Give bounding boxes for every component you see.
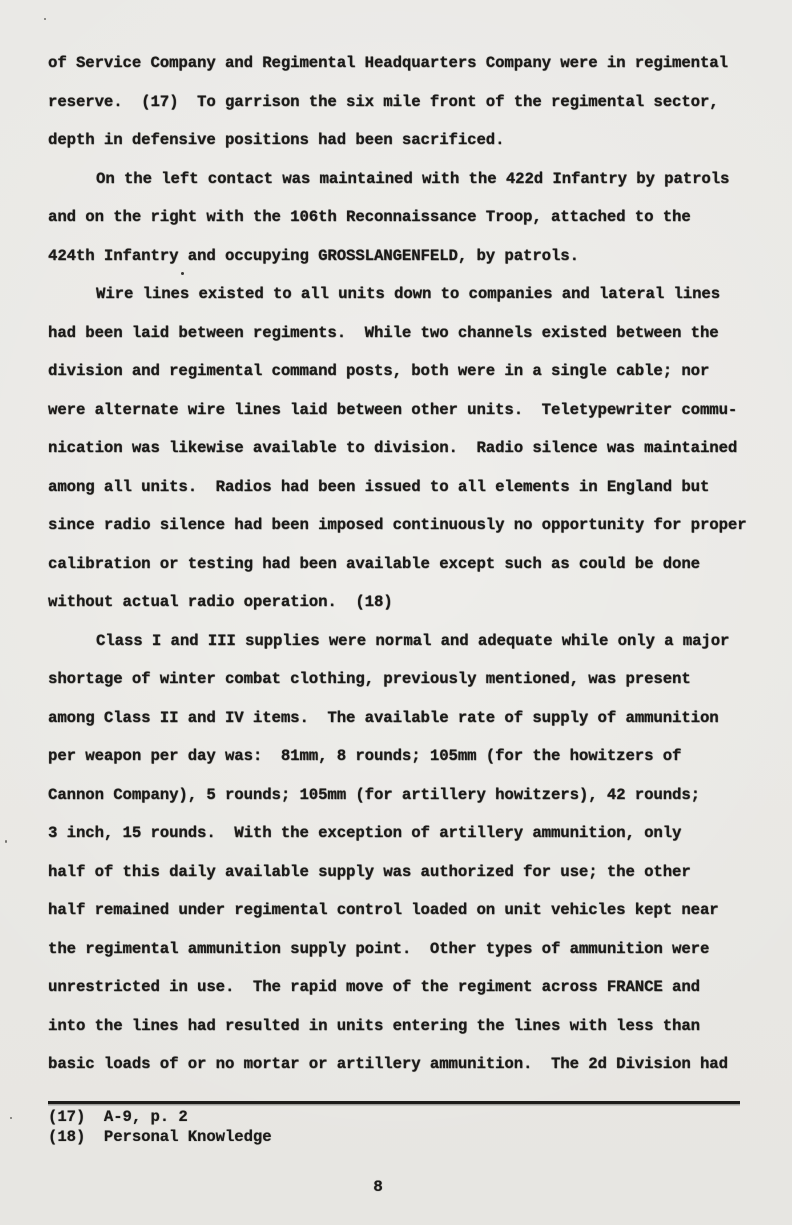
- text-line: division and regimental command posts, both were in a single cable; nor: [48, 362, 710, 380]
- text-line: depth in defensive positions had been sacrificed.: [48, 131, 505, 149]
- scan-speck: [5, 840, 7, 843]
- text-line: into the lines had resulted in units entering the lines with less than: [48, 1016, 700, 1035]
- footnote-divider: [48, 1101, 740, 1104]
- footnotes: [48, 1108, 272, 1147]
- body-text: [48, 44, 778, 1084]
- text-line: among all units. Radios had been issued to all elements in England but: [48, 477, 710, 496]
- text-line: Cannon Company), 5 rounds; 105mm (for artillery howitzers), 42 rounds;: [48, 785, 700, 804]
- text-line: 3 inch, 15 rounds. With the exception of artillery ammunition, only: [48, 824, 682, 842]
- page-number: 8: [373, 1178, 383, 1196]
- text-line: without actual radio operation. (18): [48, 593, 393, 611]
- text-line: nication was likewise available to division. Radio silence was maintained: [48, 439, 738, 457]
- footnote-line: (18) Personal Knowledge: [48, 1127, 272, 1146]
- text-line: Wire lines existed to all units down to companies and lateral lines: [96, 285, 721, 303]
- text-line: since radio silence had been imposed continuously no opportunity for proper: [48, 516, 747, 534]
- text-line: per weapon per day was: 81mm, 8 rounds; 105mm (for the howitzers of: [48, 747, 682, 765]
- footnote-line: (17) A-9, p. 2: [48, 1108, 188, 1126]
- text-line: reserve. (17) To garrison the six mile front of the regimental sector,: [48, 92, 719, 111]
- text-line: of Service Company and Regimental Headquarters Company were in regimental: [48, 54, 728, 72]
- scan-speck: [181, 272, 184, 275]
- text-line: basic loads of or no mortar or artillery ammunition. The 2d Division had: [48, 1055, 728, 1073]
- text-line: half of this daily available supply was authorized for use; the other: [48, 862, 691, 881]
- text-line: were alternate wire lines laid between other units. Teletypewriter commu-: [48, 400, 738, 419]
- text-line: the regimental ammunition supply point. Other types of ammunition were: [48, 939, 710, 958]
- scan-speck: [10, 1117, 12, 1119]
- text-line: half remained under regimental control loaded on unit vehicles kept near: [48, 901, 719, 919]
- text-line: Class I and III supplies were normal and adequate while only a major: [96, 631, 730, 650]
- text-line: and on the right with the 106th Reconnaissance Troop, attached to the: [48, 208, 691, 226]
- text-line: among Class II and IV items. The available rate of supply of ammunition: [48, 708, 719, 727]
- scan-speck: [44, 18, 46, 20]
- text-line: shortage of winter combat clothing, previously mentioned, was present: [48, 670, 691, 688]
- text-line: On the left contact was maintained with the 422d Infantry by patrols: [96, 169, 730, 188]
- text-line: unrestricted in use. The rapid move of the regiment across FRANCE and: [48, 978, 700, 996]
- text-line: calibration or testing had been available except such as could be done: [48, 554, 700, 573]
- text-line: had been laid between regiments. While two channels existed between the: [48, 323, 719, 342]
- text-line: 424th Infantry and occupying GROSSLANGENFELD, by patrols.: [48, 246, 579, 265]
